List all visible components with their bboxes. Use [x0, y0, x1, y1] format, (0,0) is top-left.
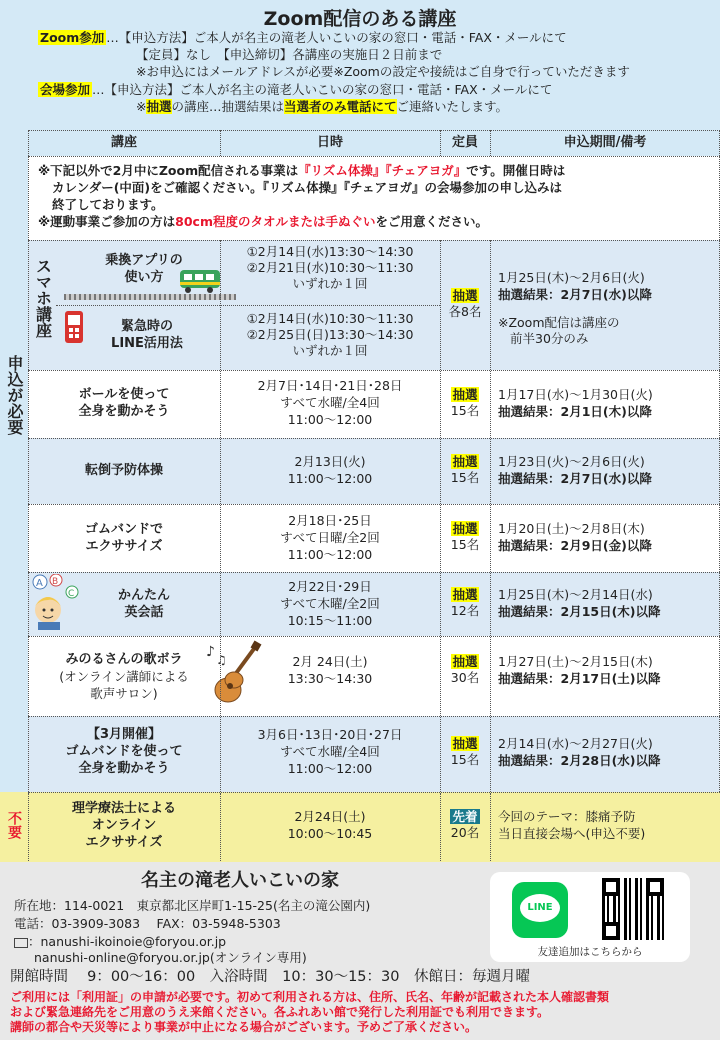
mar-cap-tag: 抽選	[452, 736, 478, 751]
gom-date1: 2月18日･25日	[288, 513, 372, 528]
hline-2	[28, 438, 720, 439]
song-name3: 歌声サロン)	[90, 686, 158, 701]
hline-sumaho-mid2	[220, 305, 440, 306]
pt-vline-0	[28, 793, 29, 863]
song-capacity	[440, 654, 490, 686]
ball-date3: 11:00～12:00	[287, 412, 373, 427]
line-logo-text: LINE	[527, 902, 553, 913]
eng-name1: かんたん	[117, 588, 170, 603]
gom-name2: エクササイズ	[85, 539, 163, 554]
sumaho-label-text: スマホ講座	[33, 258, 53, 338]
line-date2: ②2月25日(日)13:30～14:30	[246, 327, 414, 342]
mar-date1: 3月6日･13日･20日･27日	[257, 727, 403, 742]
app-date2: ②2月21日(水)10:30～11:30	[246, 260, 414, 275]
pt-capacity	[440, 809, 490, 841]
hline-notice	[28, 240, 720, 241]
vline-0	[28, 130, 29, 792]
mar-name1: 【3月開催】	[86, 727, 162, 742]
pt-vline-1	[220, 793, 221, 863]
col-capacity: 定員	[440, 130, 490, 156]
ball-cap: 15名	[450, 403, 480, 418]
eng-date1: 2月22日･29日	[288, 579, 372, 594]
song-period: 1月27日(土)～2月15日(木)	[498, 654, 653, 669]
zoom-text1: …【申込方法】ご本人が名主の滝老人いこいの家の窓口・電話・FAX・メールにて	[106, 30, 567, 45]
mar-capacity	[440, 736, 490, 768]
song-name1: みのるさんの歌ボラ	[65, 652, 183, 667]
pt-date1: 2月24日(土)	[294, 809, 366, 824]
zoom-line1	[38, 30, 567, 46]
mar-date2: すべて水曜/全4回	[280, 744, 380, 759]
notice-l2: カレンダー(中面)をご確認ください。『リズム体操』『チェアヨガ』の会場参加の申し込みは	[52, 180, 562, 195]
line-date3: いずれか１回	[292, 343, 368, 358]
fall-name: 転倒予防体操	[84, 463, 163, 478]
mar-name2: ゴムバンドを使って	[65, 744, 183, 759]
col-datetime: 日時	[220, 130, 440, 156]
facility-address: 所在地：114-0021 東京都北区岸町1-15-25(名主の滝公園内)	[14, 898, 371, 913]
mar-result: 抽選結果：2月28日(水)以降	[498, 753, 661, 768]
gom-period: 1月20日(土)～2月8日(木)	[498, 521, 645, 536]
col-course: 講座	[28, 130, 220, 156]
sumaho-cap-tag: 抽選	[452, 288, 478, 303]
song-date2: 13:30～14:30	[287, 671, 373, 686]
gom-date3: 11:00～12:00	[287, 547, 373, 562]
venue-mid: の講座…抽選結果は	[171, 99, 285, 114]
zoom-tag: Zoom参加	[40, 30, 105, 45]
gom-cap: 15名	[450, 537, 480, 552]
svg-text:B: B	[52, 577, 59, 587]
mar-name3: 全身を動かそう	[78, 761, 170, 776]
sumaho-label	[30, 258, 56, 338]
notice-l1: ※下記以外で2月中にZoom配信される事業は『リズム体操』『チェアヨガ』です。開催日時は	[38, 163, 566, 178]
fall-date2: 11:00～12:00	[287, 471, 373, 486]
venue-line1	[38, 82, 552, 98]
sumaho-note2: 前半30分のみ	[510, 331, 589, 346]
ball-capacity	[440, 387, 490, 419]
hline-top	[28, 130, 720, 131]
hline-head	[28, 156, 720, 157]
ball-name2: 全身を動かそう	[78, 404, 170, 419]
pt-name3: エクササイズ	[85, 835, 163, 850]
pt-note1: 今回のテーマ：膝痛予防	[498, 809, 636, 824]
pt-date2: 10:00～10:45	[287, 826, 373, 841]
svg-text:♪: ♪	[206, 644, 215, 660]
eng-date2: すべて木曜/全2回	[280, 596, 380, 611]
warn-line3: 講師の都合や天災等により事業が中止になる場合がございます。予めご了承ください。	[10, 1020, 478, 1034]
sumaho-period: 1月25日(木)～2月6日(火)	[498, 270, 645, 285]
gom-name1: ゴムバンドで	[84, 522, 163, 537]
line-course-name2: LINE活用法	[111, 336, 183, 351]
hline-sumaho-mid	[56, 305, 220, 306]
hline-3	[28, 504, 720, 505]
side-label-not-required: 不要	[6, 811, 22, 839]
mar-date3: 11:00～12:00	[287, 761, 373, 776]
mar-period: 2月14日(水)～2月27日(火)	[498, 736, 653, 751]
vline-3a	[490, 130, 491, 156]
warn-line2: および緊急連絡先をご用意のうえ来館ください。各ふれあい館で発行した利用証でも利用できます。	[10, 1005, 550, 1019]
eng-result: 抽選結果：2月15日(木)以降	[498, 604, 661, 619]
venue-text1: …【申込方法】ご本人が名主の滝老人いこいの家の窓口・電話・FAX・メールにて	[92, 82, 553, 97]
sumaho-result: 抽選結果：2月7日(水)以降	[498, 287, 652, 302]
hline-4	[28, 572, 720, 573]
fall-capacity	[440, 454, 490, 486]
row-pt	[28, 792, 720, 862]
sumaho-cap: 各8名	[448, 304, 482, 319]
app-date3: いずれか１回	[292, 276, 368, 291]
pt-cap: 20名	[450, 825, 480, 840]
sumaho-capacity	[440, 288, 490, 320]
pt-name2: オンライン	[91, 818, 157, 833]
zoom-line2: 【定員】なし 【申込締切】各講座の実施日２日前まで	[136, 47, 443, 62]
venue-pre: ※	[136, 99, 147, 114]
venue-hl: 当選者のみ電話にて	[284, 99, 397, 114]
pt-cap-tag: 先着	[452, 809, 478, 824]
line-logo-icon[interactable]	[512, 882, 568, 938]
facility-tel: 電話：03-3909-3083 FAX：03-5948-5303	[14, 916, 281, 931]
eng-name2: 英会話	[124, 605, 164, 620]
pt-note2: 当日直接会場へ(申込不要)	[498, 826, 646, 841]
emergency-phone-icon	[64, 310, 84, 344]
train-icon	[178, 268, 226, 292]
gom-result: 抽選結果：2月9日(金)以降	[498, 538, 652, 553]
header	[0, 0, 720, 128]
venue-tag: 会場参加	[40, 82, 91, 97]
notice-l3: 終了しております。	[52, 197, 164, 212]
line-qr-box	[490, 872, 690, 962]
warn-line1: ご利用には「利用証」の申請が必要です。初めて利用される方は、住所、氏名、年齢が記載された本人確認書類	[10, 990, 610, 1004]
ball-period: 1月17日(水)～1月30日(火)	[498, 387, 653, 402]
facility-mail2[interactable]: nanushi-online@foryou.or.jp(オンライン専用)	[34, 950, 307, 965]
ball-date2: すべて水曜/全4回	[280, 395, 380, 410]
song-result: 抽選結果：2月17日(土)以降	[498, 671, 661, 686]
mail-link-1[interactable]: ：nanushi-ikoinoie@foryou.or.jp	[28, 934, 227, 949]
side-label-required: 申込が必要	[5, 355, 24, 435]
mar-cap: 15名	[450, 752, 480, 767]
ball-date1: 2月7日･14日･21日･28日	[257, 378, 403, 393]
page-title: Zoom配信のある講座	[263, 8, 457, 30]
app-date1: ①2月14日(水)13:30～14:30	[246, 244, 414, 259]
line-date1: ①2月14日(水)10:30～11:30	[246, 311, 414, 326]
line-caption: 友達追加はこちらから	[537, 946, 643, 958]
ball-result: 抽選結果：2月1日(木)以降	[498, 404, 652, 419]
fall-date1: 2月13日(火)	[294, 454, 366, 469]
vline-3	[490, 240, 491, 792]
line-course-name1: 緊急時の	[120, 319, 173, 334]
gom-capacity	[440, 521, 490, 553]
ball-name1: ボールを使って	[78, 387, 170, 402]
song-name2: (オンライン講師による	[59, 669, 189, 684]
vline-1a	[220, 130, 221, 156]
fall-cap: 15名	[450, 470, 480, 485]
course-table	[28, 130, 720, 792]
facility-mail1	[14, 934, 226, 950]
song-cap: 30名	[450, 670, 480, 685]
venue-line2	[136, 99, 508, 115]
facility-name: 名主の滝老人いこいの家	[141, 870, 339, 891]
app-course-name: 乗換アプリの 使い方	[105, 253, 183, 285]
hline-5	[28, 636, 720, 637]
col-period: 申込期間/備考	[490, 130, 720, 156]
svg-text:A: A	[36, 578, 43, 589]
venue-lot: 抽選	[146, 99, 172, 114]
pt-vline-3	[490, 793, 491, 863]
eng-cap: 12名	[450, 603, 480, 618]
fall-period: 1月23日(火)～2月6日(火)	[498, 454, 645, 469]
venue-post: ご連絡いたします。	[396, 99, 509, 114]
gom-cap-tag: 抽選	[452, 521, 478, 536]
eng-date3: 10:15～11:00	[287, 613, 373, 628]
song-date1: 2月 24日(土)	[292, 654, 368, 669]
pt-name1: 理学療法士による	[71, 801, 176, 816]
fall-cap-tag: 抽選	[452, 454, 478, 469]
zoom-line3: ※お申込にはメールアドレスが必要※Zoomの設定や接続はご自身で行っていただきます	[136, 64, 630, 79]
mail-icon	[14, 938, 28, 948]
sumaho-note1: ※Zoom配信は講座の	[498, 315, 620, 330]
eng-cap-tag: 抽選	[452, 587, 478, 602]
song-cap-tag: 抽選	[452, 654, 478, 669]
vline-2a	[440, 130, 441, 156]
hline-6	[28, 716, 720, 717]
opening-hours: 開館時間 9：00～16：00 入浴時間 10：30～15：30 休館日：毎週月曜	[10, 969, 530, 985]
vline-2	[440, 240, 441, 792]
qr-code-icon[interactable]	[602, 878, 664, 940]
hline-1	[28, 370, 720, 371]
notice-l4: ※運動事業ご参加の方は80cm程度のタオルまたは手ぬぐいをご用意ください。	[38, 214, 489, 229]
fall-result: 抽選結果：2月7日(水)以降	[498, 471, 652, 486]
pt-vline-2	[440, 793, 441, 863]
eng-period: 1月25日(木)～2月14日(水)	[498, 587, 653, 602]
svg-text:♫: ♫	[216, 653, 227, 667]
rail-track	[64, 294, 236, 300]
eng-capacity	[440, 587, 490, 619]
vline-1	[220, 240, 221, 792]
gom-date2: すべて日曜/全2回	[280, 530, 380, 545]
svg-text:C: C	[68, 589, 75, 599]
ball-cap-tag: 抽選	[452, 387, 478, 402]
